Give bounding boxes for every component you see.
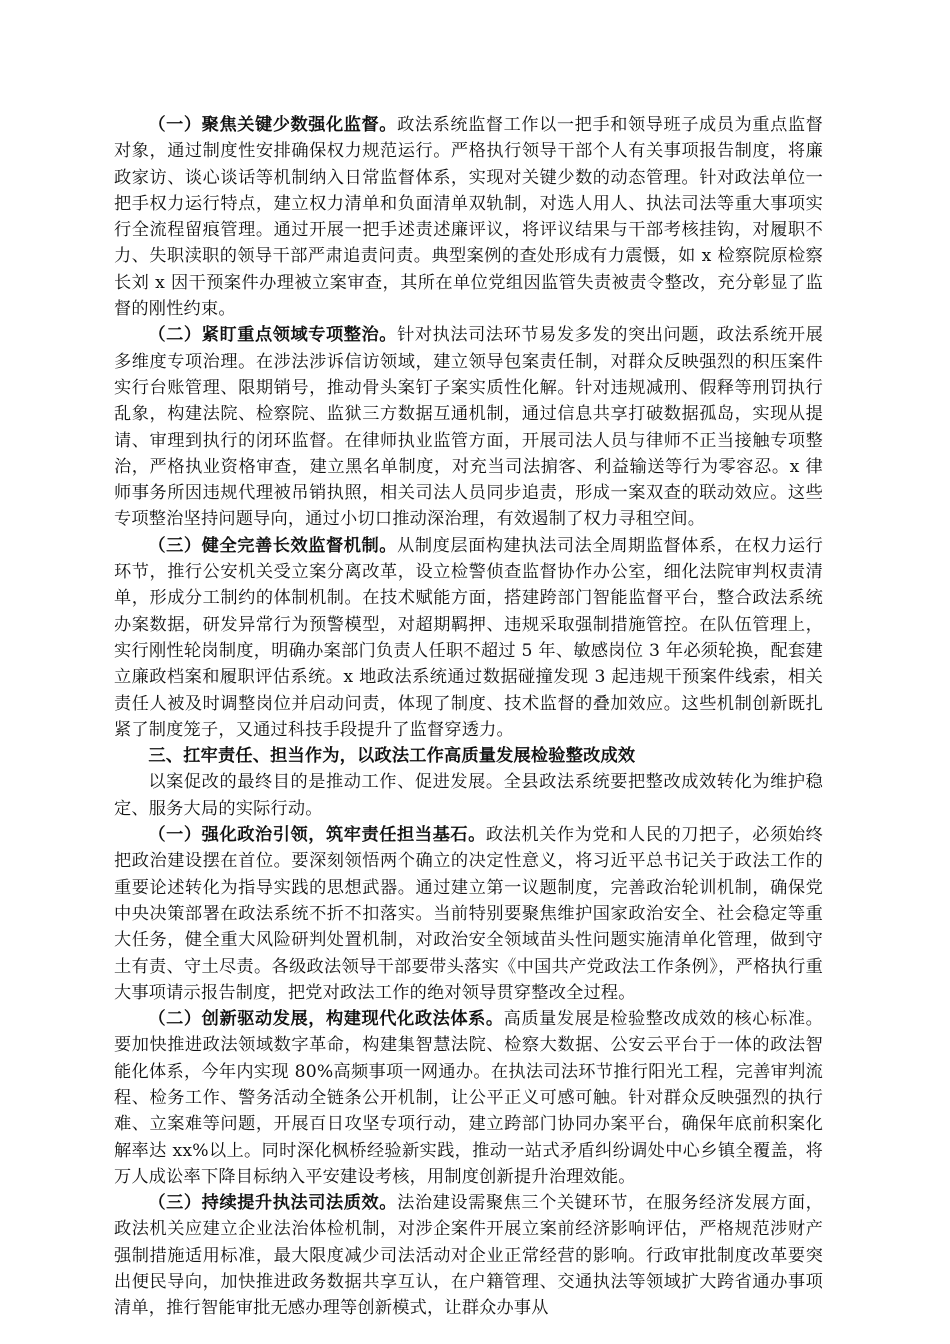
paragraph-5-body: 高质量发展是检验整改成效的核心标准。要加快推进政法领域数字革命，构建集智慧法院、检察大数据、公安云平台于一体的政法智能化体系，今年内实现 80%高频事项一网通办。在执法司法环节推行阳光工程，完善审判流程、检务工作、警务活动全链条公开机制，让公平正义可感可触。针对群众反映强烈的执行难、立案难等问题，开展百日攻坚专项行动，建立跨部门协同办案平台，确保年底前积案化解率达 xx%以上。同时深化枫桥经验新实践，推动一站式矛盾纠纷调处中心乡镇全覆盖，将万人成讼率下降目标纳入平安建设考核，用制度创新提升治理效能。 — [114, 1009, 823, 1187]
paragraph-5-heading: （二）创新驱动发展，构建现代化政法体系。 — [148, 1009, 504, 1030]
paragraph-4-body: 政法机关作为党和人民的刀把子，必须始终把政治建设摆在首位。要深刻领悟两个确立的决定性意义，将习近平总书记关于政法工作的重要论述转化为指导实践的思想武器。通过建立第一议题制度，完善政治轮训机制，确保党中央决策部署在政法系统不折不扣落实。当前特别要聚焦维护国家政治安全、社会稳定等重大任务，健全重大风险研判处置机制，对政治安全领域苗头性问题实施清单化管理，做到守土有责、守土尽责。各级政法领导干部要带头落实《中国共产党政法工作条例》，严格执行重大事项请示报告制度，把党对政法工作的绝对领导贯穿整改全过程。 — [114, 825, 823, 1003]
paragraph-2-body: 针对执法司法环节易发多发的突出问题，政法系统开展多维度专项治理。在涉法涉诉信访领域，建立领导包案责任制，对群众反映强烈的积压案件实行台账管理、限期销号，推动骨头案钉子案实质性化解。针对违规减刑、假释等刑罚执行乱象，构建法院、检察院、监狱三方数据互通机制，通过信息共享打破数据孤岛，实现从提请、审理到执行的闭环监督。在律师执业监管方面，开展司法人员与律师不正当接触专项整治，严格执业资格审查，建立黑名单制度，对充当司法掮客、利益输送等行为零容忍。x 律师事务所因违规代理被吊销执照，相关司法人员同步追责，形成一案双查的联动效应。这些专项整治坚持问题导向，通过小切口推动深治理，有效遏制了权力寻租空间。 — [114, 325, 823, 530]
paragraph-6-body: 法治建设需聚焦三个关键环节，在服务经济发展方面，政法机关应建立企业法治体检机制，对涉企案件开展立案前经济影响评估，严格规范涉财产强制措施适用标准，最大限度减少司法活动对企业正常经营的影响。行政审批制度改革要突出便民导向，加快推进政务数据共享互认，在户籍管理、交通执法等领域扩大跨省通办事项清单，推行智能审批无感办理等创新模式，让群众办事从 — [114, 1193, 823, 1319]
paragraph-3-heading: （三）健全完善长效监督机制。 — [148, 535, 398, 556]
paragraph-6-heading: （三）持续提升执法司法质效。 — [148, 1193, 398, 1214]
paragraph-4 — [114, 822, 823, 1006]
paragraph-5 — [114, 1006, 823, 1190]
paragraph-3 — [114, 533, 823, 743]
paragraph-1 — [114, 112, 823, 322]
paragraph-6 — [114, 1190, 823, 1321]
paragraph-2 — [114, 322, 823, 532]
paragraph-1-heading: （一）聚焦关键少数强化监督。 — [148, 115, 398, 135]
section-3-title: 三、扛牢责任、担当作为，以政法工作高质量发展检验整改成效 — [148, 746, 636, 767]
paragraph-3-body: 从制度层面构建执法司法全周期监督体系，在权力运行环节，推行公安机关受立案分离改革，设立检警侦查监督协作办公室，细化法院审判权责清单，形成分工制约的体制机制。在技术赋能方面，搭建跨部门智能监督平台，整合政法系统办案数据，研发异常行为预警模型，对超期羁押、违规采取强制措施管控。在队伍管理上，实行刚性轮岗制度，明确办案部门负责人任职不超过 5 年、敏感岗位 3 年必须轮换，配套建立廉政档案和履职评估系统。x 地政法系统通过数据碰撞发现 3 起违规干预案件线索，相关责任人被及时调整岗位并启动问责，体现了制度、技术监督的叠加效应。这些机制创新既扎紧了制度笼子，又通过科技手段提升了监督穿透力。 — [114, 535, 823, 740]
section-3-intro: 以案促改的最终目的是推动工作、促进发展。全县政法系统要把整改成效转化为维护稳定、服务大局的实际行动。 — [114, 772, 823, 819]
paragraph-2-heading: （二）紧盯重点领域专项整治。 — [148, 325, 398, 346]
paragraph-1-body: 政法系统监督工作以一把手和领导班子成员为重点监督对象，通过制度性安排确保权力规范运行。严格执行领导干部个人有关事项报告制度，将廉政家访、谈心谈话等机制纳入日常监督体系，实现对关键少数的动态管理。针对政法单位一把手权力运行特点，建立权力清单和负面清单双轨制，对选人用人、执法司法等重大事项实行全流程留痕管理。通过开展一把手述责述廉评议，将评议结果与干部考核挂钩，对履职不力、失职渎职的领导干部严肃追责问责。典型案例的查处形成有力震慑，如 x 检察院原检察长刘 x 因干预案件办理被立案审查，其所在单位党组因监管失责被责令整改，充分彰显了监督的刚性约束。 — [114, 115, 823, 320]
paragraph-4-heading: （一）强化政治引领，筑牢责任担当基石。 — [148, 825, 486, 846]
document-page — [114, 112, 823, 1322]
